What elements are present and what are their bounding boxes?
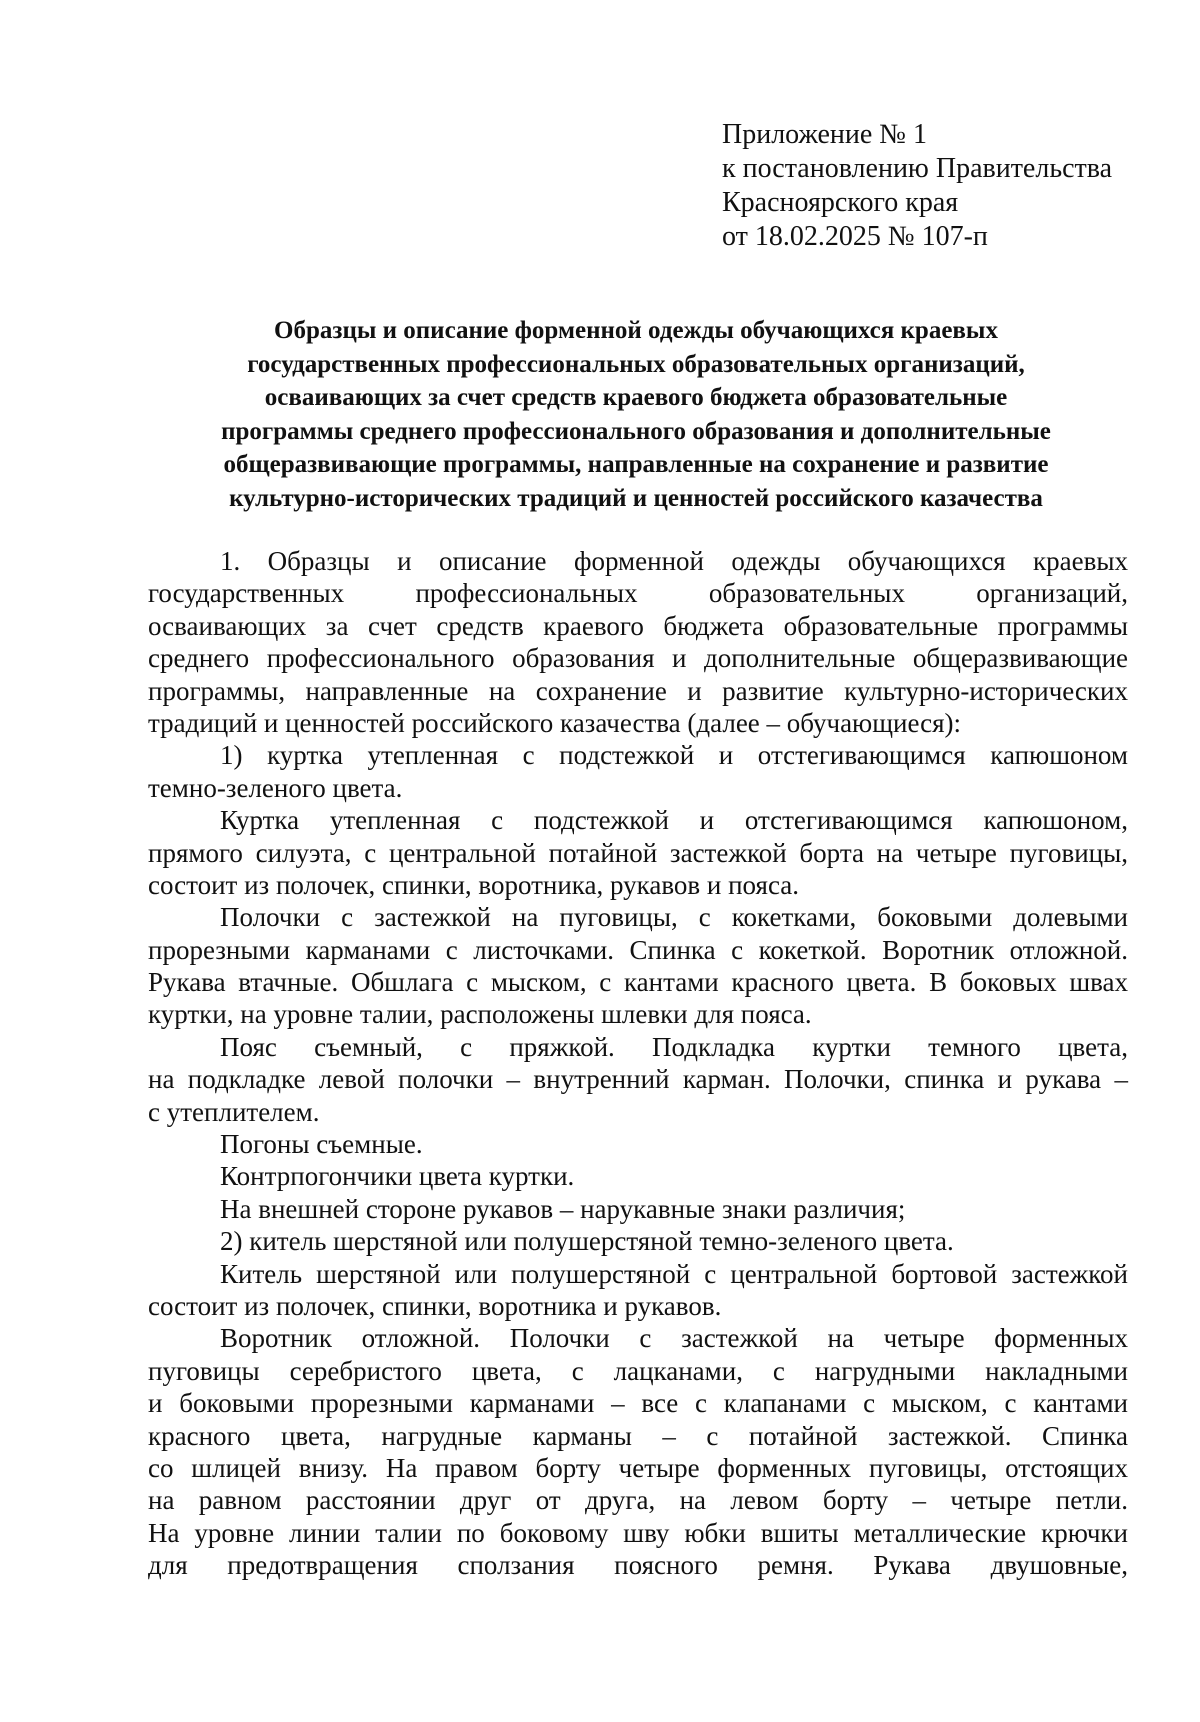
body-line: Контрпогончики цвета куртки.	[220, 1161, 575, 1192]
body-line: Рукава втачные. Обшлага с мыском, с кантами красного цвета. В боковых швах	[148, 967, 1128, 998]
body-line: прорезными карманами с листочками. Спинка с кокеткой. Воротник отложной.	[148, 934, 1128, 965]
title-line: программы среднего профессионального образования и дополнительные	[221, 417, 1051, 445]
body-line: традиций и ценностей российского казачества (далее – обучающиеся):	[148, 707, 962, 738]
body-line: Погоны съемные.	[220, 1129, 423, 1160]
body-line: Китель шерстяной или полушерстяной с центральной бортовой застежкой	[220, 1258, 1128, 1289]
body-line: на равном расстоянии друг от друга, на левом борту – четыре петли.	[148, 1485, 1128, 1516]
body-line: для предотвращения сползания поясного ремня. Рукава двушовные,	[148, 1550, 1128, 1581]
title-line: общеразвивающие программы, направленные на сохранение и развитие	[223, 451, 1049, 478]
body-line: состоит из полочек, спинки, воротника и рукавов.	[148, 1290, 722, 1321]
body-line: Пояс съемный, с пряжкой. Подкладка куртки темного цвета,	[220, 1031, 1128, 1062]
body-line: и боковыми прорезными карманами – все с клапанами с мыском, с кантами	[148, 1388, 1128, 1419]
annex-line: Красноярского края	[722, 187, 959, 218]
body-line: среднего профессионального образования и дополнительные общеразвивающие	[148, 643, 1128, 674]
annex-line: Приложение № 1	[722, 119, 927, 150]
body-line: Куртка утепленная с подстежкой и отстегивающимся капюшоном,	[220, 805, 1128, 836]
annex-line: к постановлению Правительства	[722, 153, 1113, 184]
body-line: Полочки с застежкой на пуговицы, с кокетками, боковыми долевыми	[220, 902, 1128, 933]
body-line: осваивающих за счет средств краевого бюджета образовательные программы	[148, 610, 1128, 641]
body-line: с утеплителем.	[148, 1096, 320, 1127]
body-line: 1) куртка утепленная с подстежкой и отстегивающимся капюшоном	[220, 740, 1128, 771]
body-line: прямого силуэта, с центральной потайной застежкой борта на четыре пуговицы,	[148, 837, 1128, 868]
body-line: со шлицей внизу. На правом борту четыре форменных пуговицы, отстоящих	[148, 1452, 1128, 1483]
body-line: Воротник отложной. Полочки с застежкой на четыре форменных	[220, 1323, 1128, 1354]
annex-header	[722, 118, 1112, 254]
title-line: государственных профессиональных образовательных организаций,	[247, 350, 1025, 378]
body-line: государственных профессиональных образовательных организаций,	[148, 578, 1128, 609]
body-line: На уровне линии талии по боковому шву юбки вшиты металлические крючки	[148, 1517, 1128, 1548]
body-line: 1. Образцы и описание форменной одежды обучающихся краевых	[220, 546, 1128, 576]
document-title	[146, 314, 1126, 515]
body-line: куртки, на уровне талии, расположены шлевки для пояса.	[148, 999, 812, 1030]
title-line: Образцы и описание форменной одежды обучающихся краевых	[274, 317, 998, 344]
body-line: На внешней стороне рукавов – нарукавные знаки различия;	[220, 1193, 906, 1224]
body-line: пуговицы серебристого цвета, с лацканами, с нагрудными накладными	[148, 1355, 1128, 1386]
body-line: темно-зеленого цвета.	[148, 772, 403, 803]
body-line: на подкладке левой полочки – внутренний карман. Полочки, спинка и рукава –	[148, 1064, 1128, 1095]
title-line: осваивающих за счет средств краевого бюджета образовательные	[264, 384, 1008, 411]
body-line: состоит из полочек, спинки, воротника, рукавов и пояса.	[148, 869, 799, 900]
body-line: 2) китель шерстяной или полушерстяной темно-зеленого цвета.	[220, 1226, 954, 1257]
document-body	[148, 545, 1128, 1582]
body-line: программы, направленные на сохранение и развитие культурно-исторических	[148, 675, 1128, 706]
body-line: красного цвета, нагрудные карманы – с потайной застежкой. Спинка	[148, 1420, 1128, 1451]
title-line: культурно-исторических традиций и ценностей российского казачества	[229, 484, 1043, 512]
annex-line: от 18.02.2025 № 107-п	[722, 221, 988, 252]
